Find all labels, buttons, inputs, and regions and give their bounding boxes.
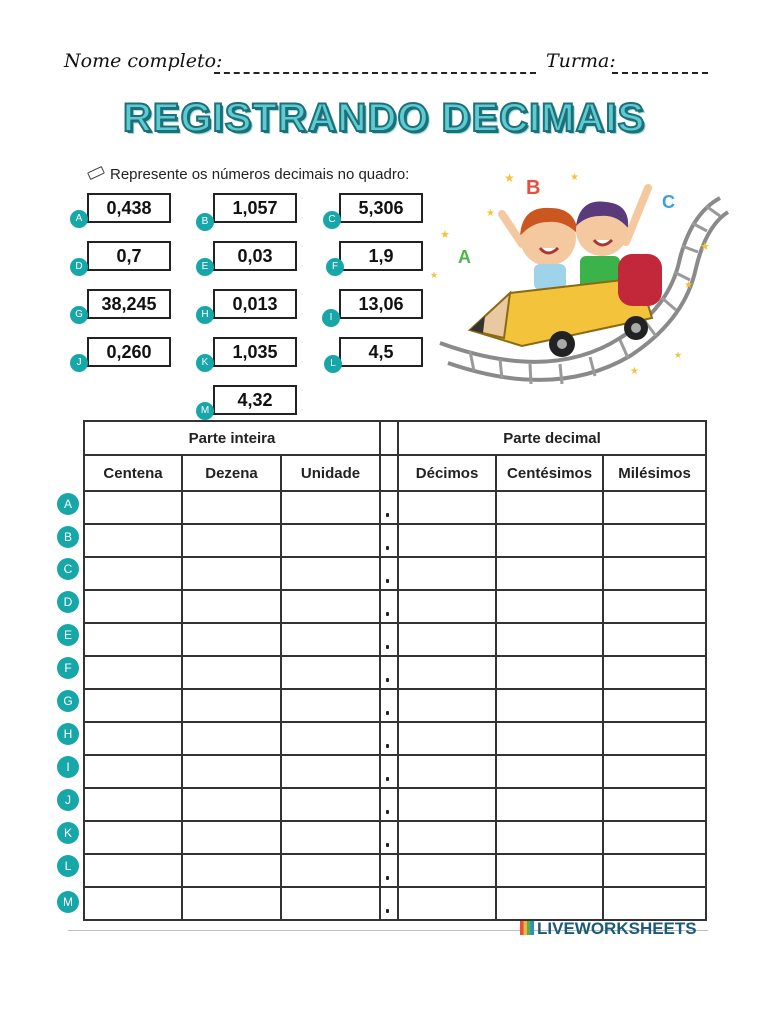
table-row-m	[84, 887, 706, 920]
svg-text:★: ★	[674, 351, 683, 361]
row-badge-f: F	[57, 657, 79, 679]
cell-input[interactable]	[398, 491, 496, 524]
svg-text:★: ★	[486, 208, 495, 219]
number-box-i: 13,06	[339, 289, 423, 319]
svg-text:★: ★	[504, 171, 515, 185]
number-box-a: 0,438	[87, 193, 171, 223]
cell-input[interactable]	[398, 854, 496, 887]
decimal-point	[380, 689, 398, 722]
badge-c: C	[323, 211, 341, 229]
cell-input[interactable]	[182, 722, 281, 755]
group-header-integer: Parte inteira	[84, 421, 380, 455]
cell-input[interactable]	[281, 788, 380, 821]
name-input[interactable]	[214, 56, 536, 74]
number-box-k: 1,035	[213, 337, 297, 367]
number-box-b: 1,057	[213, 193, 297, 223]
cell-input[interactable]	[84, 623, 182, 656]
cell-input[interactable]	[496, 821, 603, 854]
badge-f: F	[326, 258, 344, 276]
row-badge-l: L	[57, 855, 79, 877]
cell-input[interactable]	[496, 623, 603, 656]
cell-input[interactable]	[182, 623, 281, 656]
letter-a-decor: A	[458, 247, 471, 267]
badge-j: J	[70, 354, 88, 372]
table-row-f	[84, 656, 706, 689]
cell-input[interactable]	[84, 656, 182, 689]
pencil-car-icon	[470, 254, 662, 357]
cell-input[interactable]	[84, 821, 182, 854]
column-header-centesimos: Centésimos	[496, 455, 603, 491]
table-row-a	[84, 491, 706, 524]
cell-input[interactable]	[84, 524, 182, 557]
svg-text:★: ★	[570, 172, 579, 183]
table-row-c	[84, 557, 706, 590]
row-badge-c: C	[57, 558, 79, 580]
row-badge-k: K	[57, 822, 79, 844]
row-badge-g: G	[57, 690, 79, 712]
number-box-l: 4,5	[339, 337, 423, 367]
instruction	[88, 166, 409, 183]
row-badge-h: H	[57, 723, 79, 745]
cell-input[interactable]	[603, 689, 706, 722]
cell-input[interactable]	[182, 590, 281, 623]
cell-input[interactable]	[182, 788, 281, 821]
cell-input[interactable]	[603, 887, 706, 920]
cell-input[interactable]	[182, 854, 281, 887]
cell-input[interactable]	[182, 887, 281, 920]
column-header-milesimos: Milésimos	[603, 455, 706, 491]
roller-coaster-illustration	[430, 168, 730, 403]
row-badge-j: J	[57, 789, 79, 811]
decimal-point	[380, 854, 398, 887]
badge-h: H	[196, 306, 214, 324]
cell-input[interactable]	[398, 722, 496, 755]
number-box-e: 0,03	[213, 241, 297, 271]
cell-input[interactable]	[603, 557, 706, 590]
badge-g: G	[70, 306, 88, 324]
badge-d: D	[70, 258, 88, 276]
row-badge-b: B	[57, 526, 79, 548]
cell-input[interactable]	[496, 755, 603, 788]
class-input[interactable]	[612, 56, 708, 74]
number-box-f: 1,9	[339, 241, 423, 271]
cell-input[interactable]	[603, 821, 706, 854]
cell-input[interactable]	[496, 557, 603, 590]
cell-input[interactable]	[182, 821, 281, 854]
cell-input[interactable]	[281, 590, 380, 623]
cell-input[interactable]	[603, 788, 706, 821]
cell-input[interactable]	[281, 755, 380, 788]
cell-input[interactable]	[84, 722, 182, 755]
badge-a: A	[70, 210, 88, 228]
cell-input[interactable]	[496, 656, 603, 689]
cell-input[interactable]	[182, 755, 281, 788]
svg-text:★: ★	[684, 280, 693, 291]
number-box-m: 4,32	[213, 385, 297, 415]
decimal-point	[380, 590, 398, 623]
cell-input[interactable]	[603, 755, 706, 788]
table-row-e	[84, 623, 706, 656]
cell-input[interactable]	[603, 722, 706, 755]
number-box-j: 0,260	[87, 337, 171, 367]
cell-input[interactable]	[84, 557, 182, 590]
table-row-g	[84, 689, 706, 722]
table-row-k	[84, 821, 706, 854]
cell-input[interactable]	[281, 524, 380, 557]
cell-input[interactable]	[84, 755, 182, 788]
number-box-d: 0,7	[87, 241, 171, 271]
table-row-l	[84, 854, 706, 887]
table-row-j	[84, 788, 706, 821]
column-header-unidade: Unidade	[281, 455, 380, 491]
cell-input[interactable]	[281, 689, 380, 722]
cell-input[interactable]	[84, 788, 182, 821]
cell-input[interactable]	[496, 887, 603, 920]
svg-text:★: ★	[440, 228, 450, 241]
cell-input[interactable]	[182, 524, 281, 557]
cell-input[interactable]	[603, 491, 706, 524]
column-header-decimos: Décimos	[398, 455, 496, 491]
brand-name: LIVEWORKSHEETS	[537, 919, 697, 938]
cell-input[interactable]	[281, 557, 380, 590]
decimal-point	[380, 755, 398, 788]
decimal-point	[380, 491, 398, 524]
badge-k: K	[196, 354, 214, 372]
cell-input[interactable]	[84, 887, 182, 920]
cell-input[interactable]	[84, 854, 182, 887]
row-badge-a: A	[57, 493, 79, 515]
place-value-table	[83, 420, 707, 921]
decimal-point	[380, 887, 398, 920]
row-badge-d: D	[57, 591, 79, 613]
svg-text:★: ★	[700, 240, 710, 253]
decimal-point	[380, 821, 398, 854]
group-header-decimal: Parte decimal	[398, 421, 706, 455]
cell-input[interactable]	[182, 557, 281, 590]
cell-input[interactable]	[281, 722, 380, 755]
column-header-centena: Centena	[84, 455, 182, 491]
cell-input[interactable]	[496, 722, 603, 755]
cell-input[interactable]	[281, 854, 380, 887]
cell-input[interactable]	[182, 689, 281, 722]
row-badge-e: E	[57, 624, 79, 646]
cell-input[interactable]	[281, 656, 380, 689]
letter-b-decor: B	[526, 177, 541, 199]
cell-input[interactable]	[182, 656, 281, 689]
cell-input[interactable]	[603, 623, 706, 656]
cell-input[interactable]	[496, 590, 603, 623]
cell-input[interactable]	[398, 623, 496, 656]
badge-b: B	[196, 213, 214, 231]
cell-input[interactable]	[84, 689, 182, 722]
cell-input[interactable]	[496, 689, 603, 722]
svg-text:★: ★	[430, 271, 439, 281]
cell-input[interactable]	[281, 821, 380, 854]
cell-input[interactable]	[398, 887, 496, 920]
cell-input[interactable]	[398, 557, 496, 590]
badge-m: M	[196, 402, 214, 420]
cell-input[interactable]	[603, 656, 706, 689]
page-title: REGISTRANDO DECIMAIS	[122, 96, 646, 140]
cell-input[interactable]	[398, 788, 496, 821]
cell-input[interactable]	[281, 491, 380, 524]
cell-input[interactable]	[496, 491, 603, 524]
cell-input[interactable]	[281, 887, 380, 920]
cell-input[interactable]	[603, 854, 706, 887]
cell-input[interactable]	[398, 755, 496, 788]
cell-input[interactable]	[398, 821, 496, 854]
cell-input[interactable]	[496, 854, 603, 887]
cell-input[interactable]	[398, 590, 496, 623]
cell-input[interactable]	[603, 590, 706, 623]
letter-c-decor: C	[662, 192, 675, 212]
decimal-point	[380, 557, 398, 590]
table-row-d	[84, 590, 706, 623]
separator-header	[380, 455, 398, 491]
liveworksheets-logo-icon	[520, 921, 534, 935]
cell-input[interactable]	[398, 656, 496, 689]
cell-input[interactable]	[398, 689, 496, 722]
row-badge-i: I	[57, 756, 79, 778]
class-label: Turma:	[546, 50, 616, 72]
separator-header	[380, 421, 398, 455]
brand-logo	[520, 919, 697, 939]
column-header-dezena: Dezena	[182, 455, 281, 491]
cell-input[interactable]	[496, 788, 603, 821]
decimal-point	[380, 524, 398, 557]
number-box-c: 5,306	[339, 193, 423, 223]
cell-input[interactable]	[84, 491, 182, 524]
number-box-g: 38,245	[87, 289, 171, 319]
cell-input[interactable]	[398, 524, 496, 557]
cell-input[interactable]	[182, 491, 281, 524]
svg-text:★: ★	[630, 366, 639, 377]
cell-input[interactable]	[603, 524, 706, 557]
name-label: Nome completo:	[64, 50, 223, 72]
row-badge-m: M	[57, 891, 79, 913]
cell-input[interactable]	[496, 524, 603, 557]
table-row-b	[84, 524, 706, 557]
cell-input[interactable]	[84, 590, 182, 623]
badge-e: E	[196, 258, 214, 276]
instruction-text: Represente os números decimais no quadro:	[110, 166, 410, 183]
number-box-h: 0,013	[213, 289, 297, 319]
decimal-point	[380, 656, 398, 689]
badge-l: L	[324, 355, 342, 373]
decimal-point	[380, 788, 398, 821]
table-row-h	[84, 722, 706, 755]
table-row-i	[84, 755, 706, 788]
cell-input[interactable]	[281, 623, 380, 656]
badge-i: I	[322, 309, 340, 327]
pencil-icon	[87, 166, 105, 180]
decimal-point	[380, 722, 398, 755]
decimal-point	[380, 623, 398, 656]
